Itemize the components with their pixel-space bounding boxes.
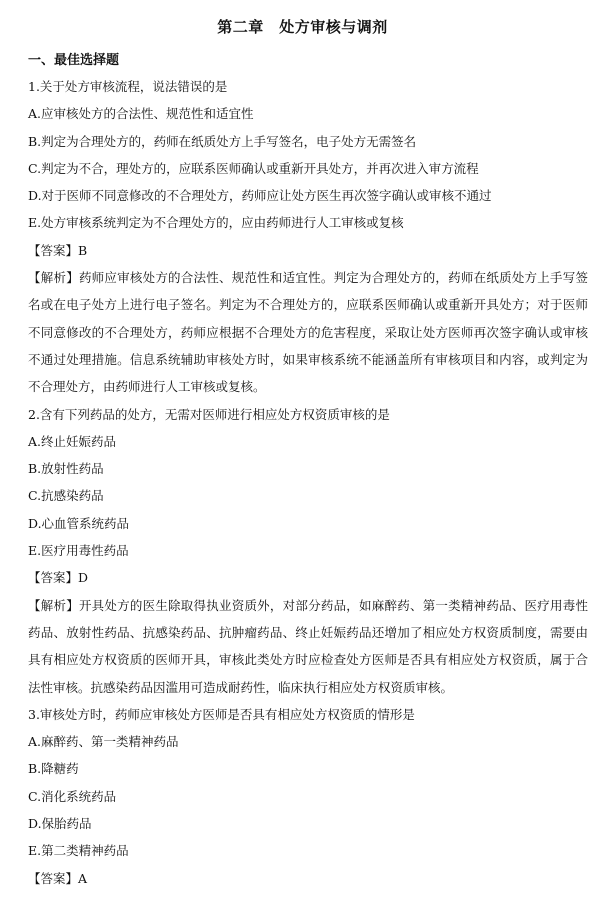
analysis-label: 【解析】 — [28, 597, 79, 613]
analysis-paragraph — [28, 264, 588, 400]
chapter-title: 第二章 处方审核与调剂 — [217, 18, 388, 36]
option-d: D.保胎药品 — [28, 816, 92, 832]
analysis-text: 开具处方的医生除取得执业资质外，对部分药品，如麻醉药、第一类精神药品、医疗用毒性药品、放射性药品、抗感染药品、抗肿瘤药品、终止妊娠药品还增加了相应处方权资质制度，需要由具有相应处方权资质的医师开具，审核此类处方时应检查处方医师是否具有相应处方权资质，属于合法性审核。抗感染药品因滥用可造成耐药性，临床执行相应处方权资质审核。 — [28, 597, 588, 695]
answer-label: 【答案】 — [28, 242, 79, 258]
option-a: A.麻醉药、第一类精神药品 — [28, 734, 179, 750]
option-a: A.应审核处方的合法性、规范性和适宜性 — [28, 106, 254, 122]
question-stem: 1.关于处方审核流程，说法错误的是 — [28, 79, 228, 94]
option-d: D.对于医师不同意修改的不合理处方，药师应让处方医生再次签字确认或审核不通过 — [28, 188, 492, 204]
answer-label: 【答案】 — [28, 870, 79, 886]
answer-value: D — [78, 570, 89, 586]
analysis-paragraph — [28, 592, 588, 701]
question-stem: 2.含有下列药品的处方，无需对医师进行相应处方权资质审核的是 — [28, 406, 390, 422]
document-body — [28, 73, 588, 892]
answer-line — [28, 237, 588, 264]
question-1 — [28, 73, 588, 401]
question-stem: 3.审核处方时，药师应审核处方医师是否具有相应处方权资质的情形是 — [28, 706, 415, 722]
answer-value: B — [78, 242, 88, 258]
option-c: C.判定为不合，理处方的，应联系医师确认或重新开具处方，并再次进入审方流程 — [28, 160, 479, 176]
option-b: B.降糖药 — [28, 761, 79, 777]
section-title: 一、最佳选择题 — [28, 53, 120, 68]
option-b: B.判定为合理处方的，药师在纸质处方上手写签名，电子处方无需签名 — [28, 133, 417, 149]
option-a: A.终止妊娠药品 — [28, 433, 117, 449]
option-d: D.心血管系统药品 — [28, 515, 130, 531]
answer-label: 【答案】 — [28, 570, 79, 586]
analysis-text: 药师应审核处方的合法性、规范性和适宜性。判定为合理处方的，药师在纸质处方上手写签名或在电子处方上进行电子签名。判定为不合理处方的，应联系医师确认或重新开具处方；对于医师不同意修改的不合理处方，药师应根据不合理处方的危害程度，采取让处方医师再次签字确认或审核不通过处理措施。信息系统辅助审核处方时，如果审核系统不能涵盖所有审核项目和内容，或判定为不合理处方，由药师进行人工审核或复核。 — [28, 270, 588, 395]
option-c: C.消化系统药品 — [28, 788, 117, 804]
option-e: E.医疗用毒性药品 — [28, 543, 129, 559]
question-3 — [28, 701, 588, 892]
answer-value: A — [78, 870, 88, 886]
answer-line — [28, 865, 588, 892]
analysis-label: 【解析】 — [28, 270, 79, 286]
option-b: B.放射性药品 — [28, 461, 104, 477]
answer-line — [28, 564, 588, 591]
option-c: C.抗感染药品 — [28, 488, 104, 504]
option-e: E.处方审核系统判定为不合理处方的，应由药师进行人工审核或复核 — [28, 215, 404, 231]
option-e: E.第二类精神药品 — [28, 843, 129, 859]
question-2 — [28, 401, 588, 701]
